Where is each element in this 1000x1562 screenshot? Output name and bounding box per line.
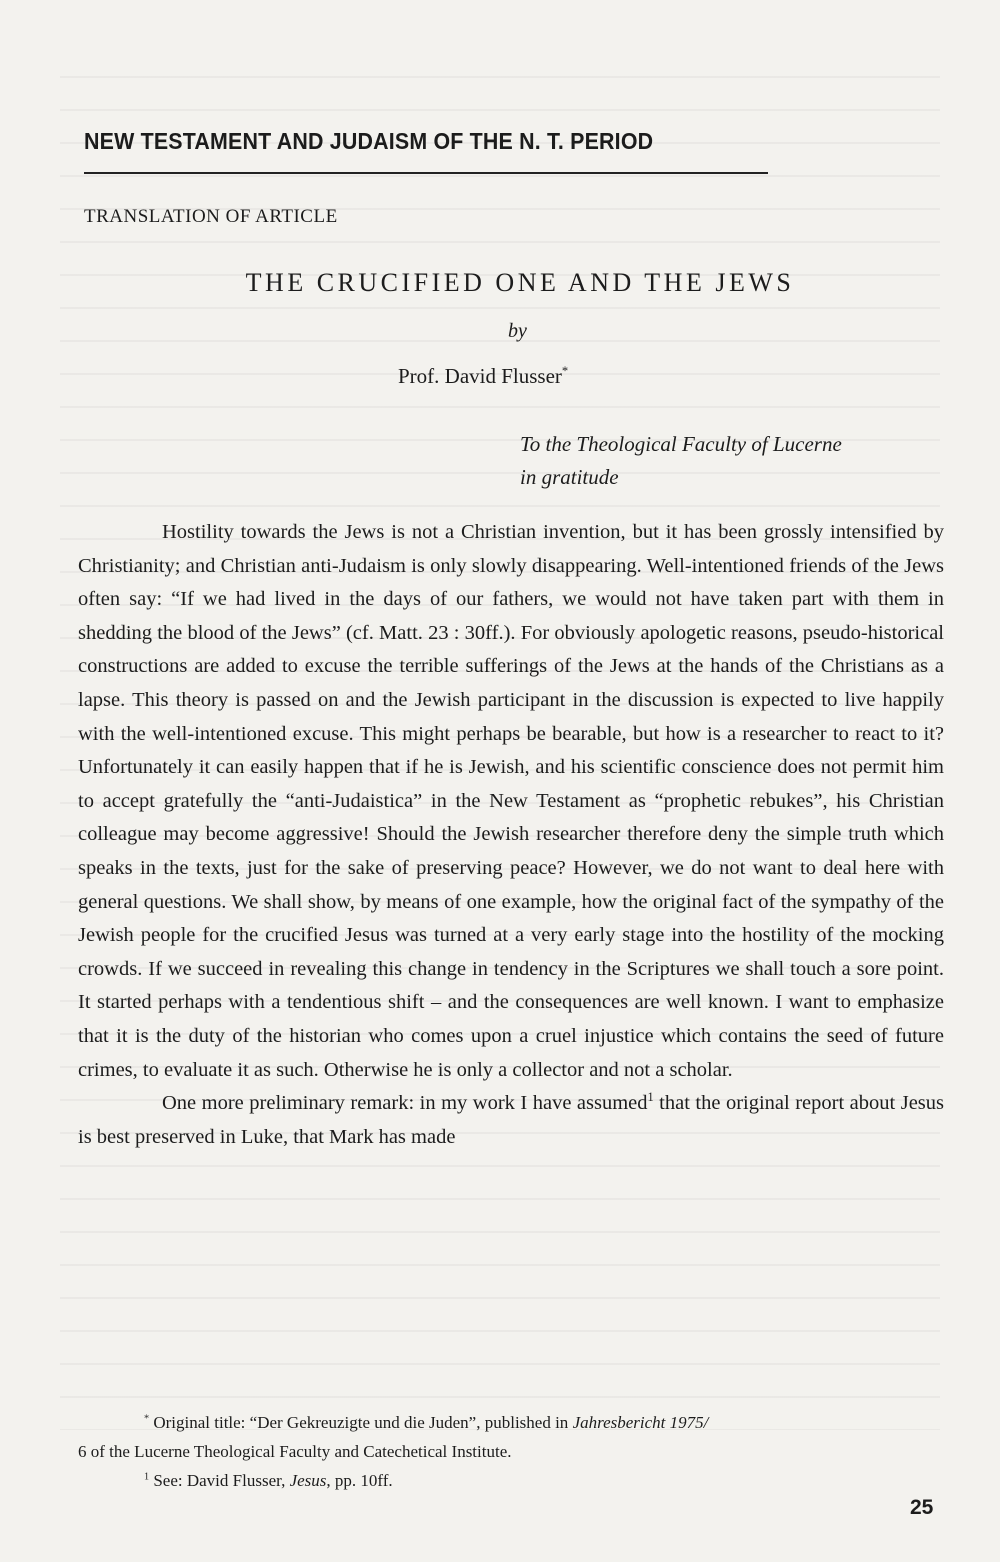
- author-name: Prof. David Flusser: [398, 364, 562, 388]
- dedication-line-2: in gratitude: [520, 465, 619, 489]
- footnote-italic: Jahresbericht 1975/: [572, 1413, 709, 1432]
- page-number: 25: [910, 1496, 934, 1519]
- footnote-text: 6 of the Lucerne Theological Faculty and Catechetical Institute.: [78, 1442, 512, 1461]
- footnote-mark: *: [144, 1413, 150, 1425]
- dedication: [520, 428, 960, 494]
- footnote-italic: Jesus: [289, 1471, 327, 1490]
- footnote-text: See: David Flusser,: [149, 1471, 290, 1490]
- paragraph-text: that the original report about Jesus is best preserved in Luke, that Mark has made: [78, 1092, 944, 1148]
- article-title: THE CRUCIFIED ONE AND THE JEWS: [245, 268, 795, 297]
- article-body: [78, 516, 944, 1154]
- byline-by: by: [508, 320, 527, 342]
- footnote-mark: 1: [144, 1471, 150, 1483]
- paragraph-text: One more preliminary remark: in my work I have assumed: [162, 1092, 648, 1115]
- header-rule: [84, 172, 768, 174]
- footnote-1: [78, 1466, 948, 1495]
- footnote-text: , pp. 10ff.: [326, 1471, 393, 1490]
- dedication-line-1: To the Theological Faculty of Lucerne: [520, 432, 842, 456]
- footnotes: [78, 1408, 948, 1495]
- translation-label: TRANSLATION OF ARTICLE: [84, 206, 338, 227]
- paragraph: Hostility towards the Jews is not a Christian invention, but it has been grossly intensified by Christianity; and Christian anti-Judaism is only slowly disappearing. Well-intentioned friends of the Jews often say: “If we had lived in the days of our fathers, we would not have taken part with them in shedding the blood of the Jews” (cf. Matt. 23 : 30ff.). For obviously apologetic reasons, pseudo-historical constructions are added to excuse the terrible sufferings of the Jews at the hands of the Christians as a lapse. This theory is passed on and the Jewish participant in the discussion is expected to live happily with the well-intentioned excuse. This might perhaps be bearable, but how is a researcher to react to it? Unfortunately it can easily happen that if he is Jewish, and his scientific conscience does not permit him to accept gratefully the “anti-Judaistica” in the New Testament as “prophetic rebukes”, his Christian colleague may become aggressive! Should the Jewish researcher therefore deny the simple truth which speaks in the texts, just for the sake of preserving peace? However, we do not want to deal here with general questions. We shall show, by means of one example, how the original fact of the sympathy of the Jewish people for the crucified Jesus was turned at a very early stage into the hostility of the mocking crowds. If we succeed in revealing this change in tendency in the Scriptures we shall touch a sore point. It started perhaps with a tendentious shift – and the consequences are well known. I want to emphasize that it is the duty of the historian who comes upon a cruel injustice which contains the seed of future crimes, to evaluate it as such. Otherwise he is only a collector and not a scholar.: [78, 521, 944, 1081]
- author-line: [398, 364, 568, 389]
- footnote-text: Original title: “Der Gekreuzigte und die Juden”, published in: [149, 1413, 573, 1432]
- paragraph: [78, 1087, 944, 1154]
- footnote-original-title: [78, 1408, 948, 1466]
- section-header: NEW TESTAMENT AND JUDAISM OF THE N. T. PERIOD: [84, 128, 654, 154]
- author-footnote-mark: *: [561, 364, 569, 378]
- footnote-ref: 1: [647, 1090, 654, 1105]
